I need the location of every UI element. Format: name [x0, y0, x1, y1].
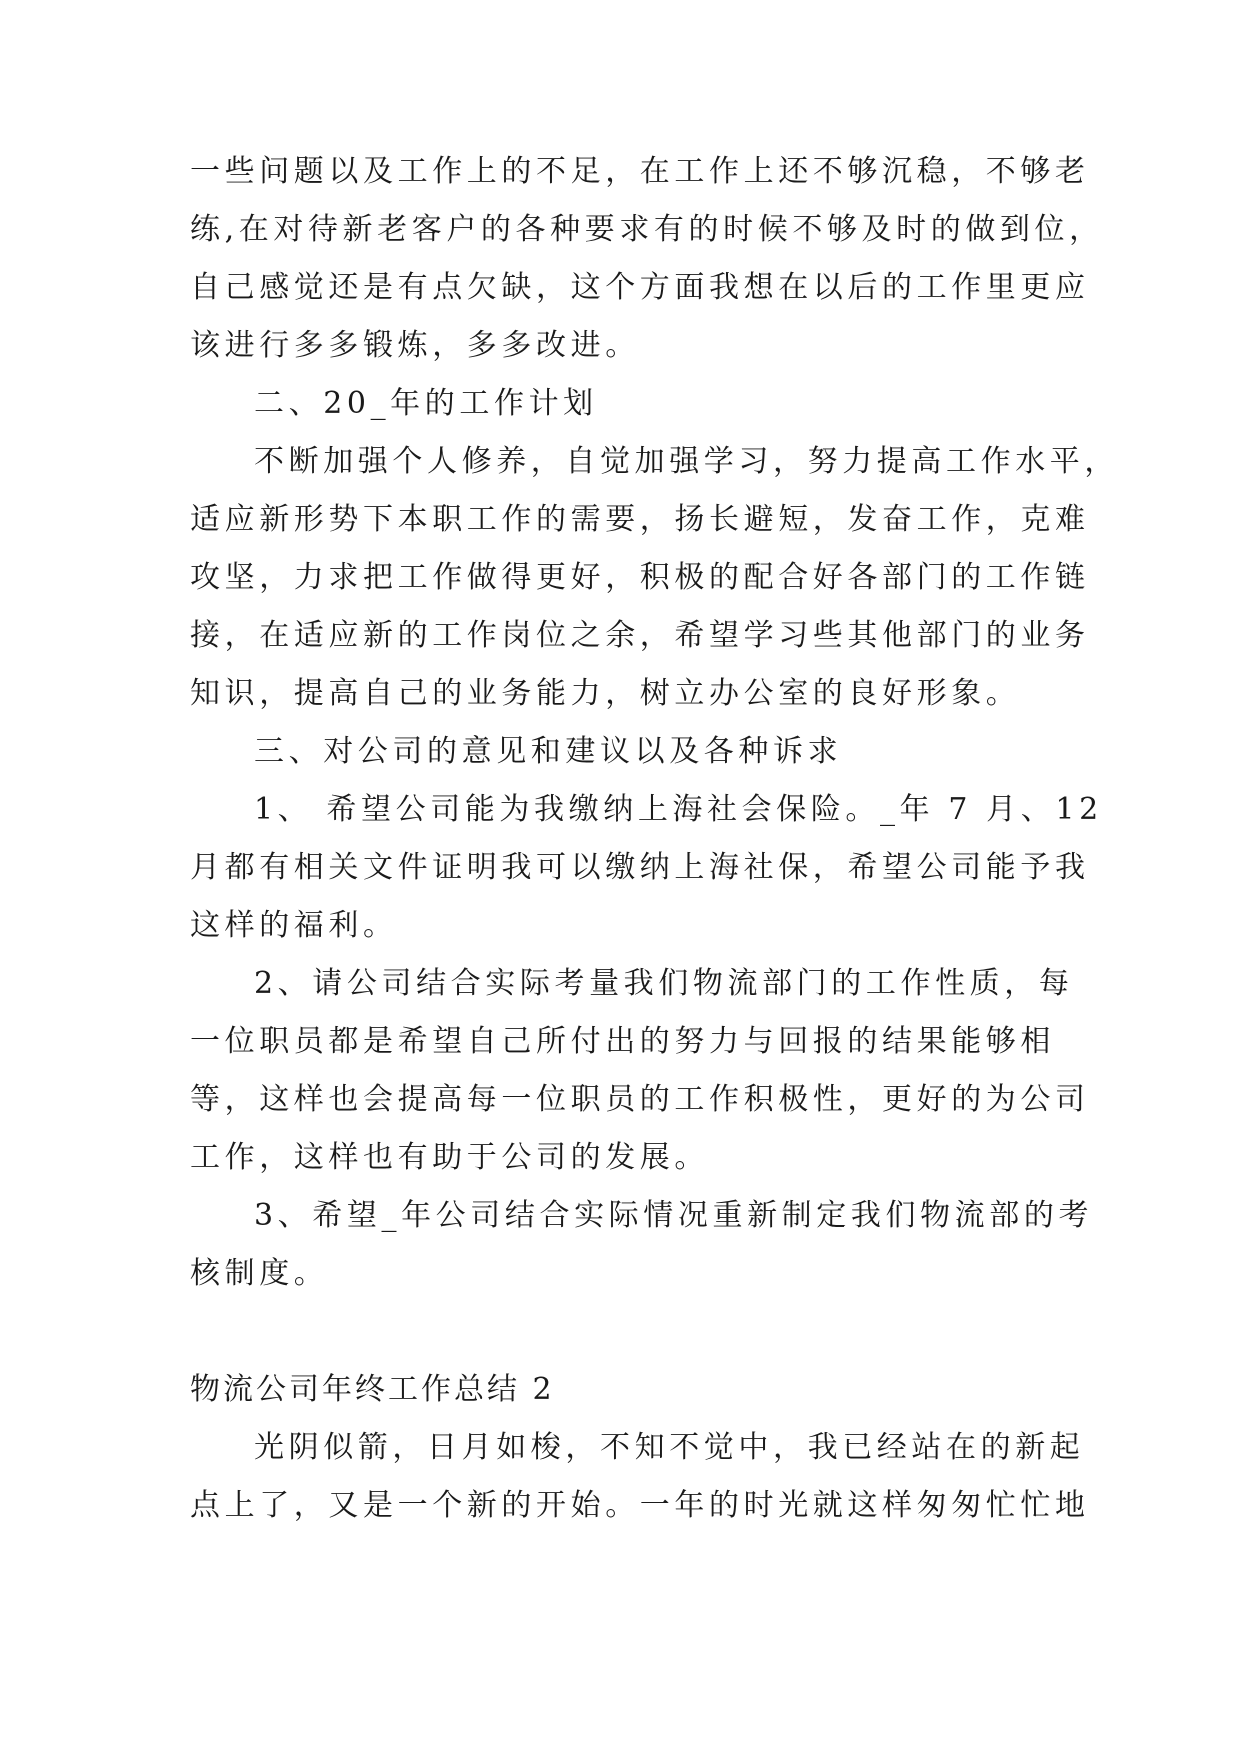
paragraph-line: 适应新形势下本职工作的需要，扬长避短，发奋工作，克难	[190, 502, 1090, 537]
article-title: 物流公司年终工作总结 2	[190, 1372, 555, 1407]
list-item-line: 核制度。	[190, 1256, 329, 1291]
section-heading: 二、20_年的工作计划	[254, 386, 598, 421]
list-item-line: 等，这样也会提高每一位职员的工作积极性，更好的为公司	[190, 1082, 1090, 1117]
list-item-line: 1、 希望公司能为我缴纳上海社会保险。_年 7 月、12	[254, 792, 1103, 827]
list-item-line: 3、希望_年公司结合实际情况重新制定我们物流部的考	[254, 1198, 1094, 1233]
list-item-line: 这样的福利。	[190, 908, 398, 943]
paragraph-line: 接，在适应新的工作岗位之余，希望学习些其他部门的业务	[190, 618, 1090, 653]
paragraph-line: 攻坚，力求把工作做得更好，积极的配合好各部门的工作链	[190, 560, 1090, 595]
paragraph-line: 点上了，又是一个新的开始。一年的时光就这样匆匆忙忙地	[190, 1488, 1090, 1523]
paragraph-line: 光阴似箭，日月如梭，不知不觉中，我已经站在的新起	[254, 1430, 1085, 1465]
list-item-line: 工作，这样也有助于公司的发展。	[190, 1140, 709, 1175]
list-item-line: 月都有相关文件证明我可以缴纳上海社保，希望公司能予我	[190, 850, 1090, 885]
list-item-line: 一位职员都是希望自己所付出的努力与回报的结果能够相	[190, 1024, 1055, 1059]
paragraph-line: 一些问题以及工作上的不足，在工作上还不够沉稳，不够老	[190, 154, 1090, 189]
paragraph-line: 不断加强个人修养，自觉加强学习，努力提高工作水平，	[254, 444, 1119, 479]
paragraph-line: 自己感觉还是有点欠缺，这个方面我想在以后的工作里更应	[190, 270, 1090, 305]
list-item-line: 2、请公司结合实际考量我们物流部门的工作性质，每	[254, 966, 1074, 1001]
paragraph-line: 练,在对待新老客户的各种要求有的时候不够及时的做到位，	[190, 212, 1104, 247]
paragraph-line: 该进行多多锻炼，多多改进。	[190, 328, 640, 363]
paragraph-line: 知识，提高自己的业务能力，树立办公室的良好形象。	[190, 676, 1021, 711]
section-heading: 三、对公司的意见和建议以及各种诉求	[254, 734, 843, 769]
